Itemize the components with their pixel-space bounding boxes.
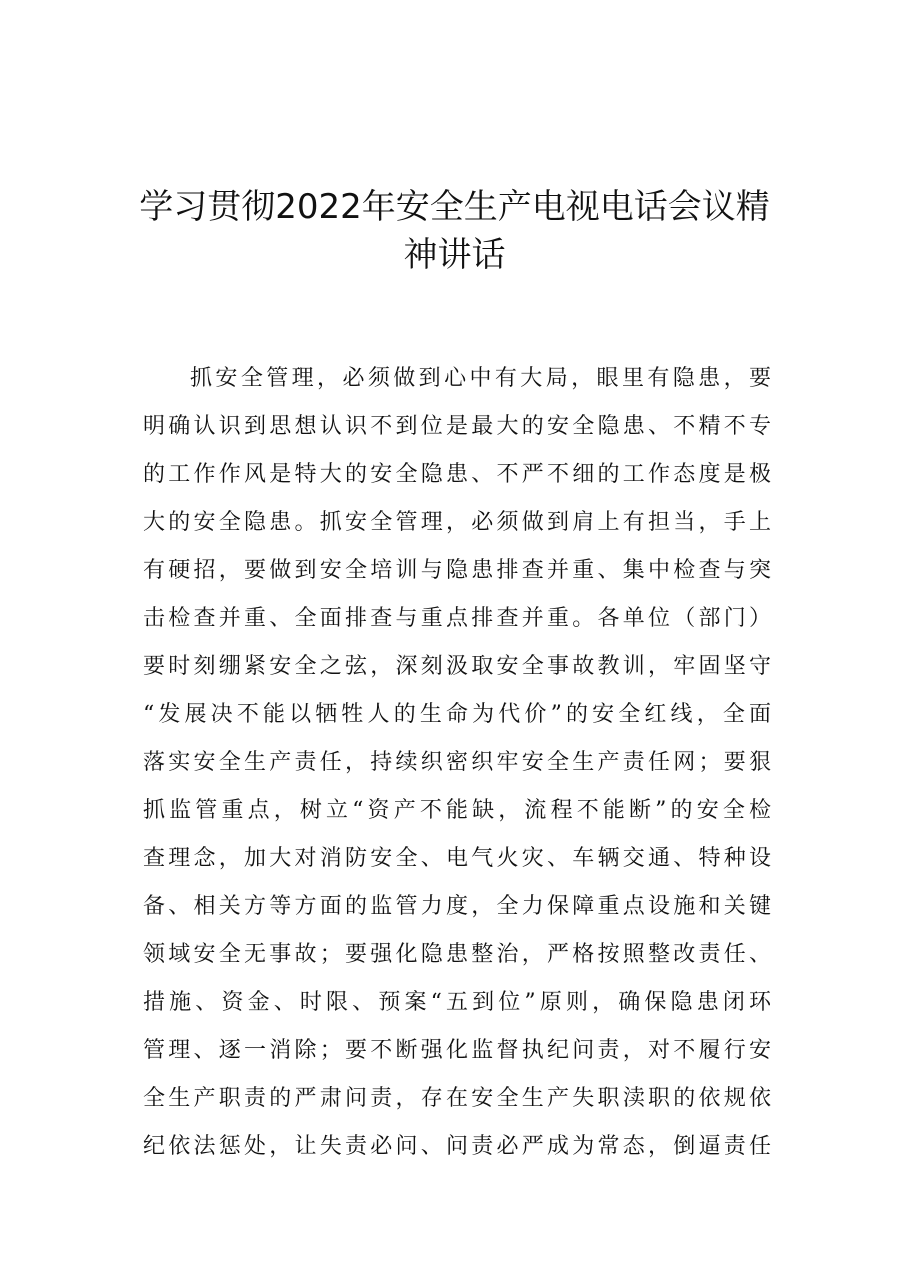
title-line-1: 学习贯彻2022年安全生产电视电话会议精 (139, 187, 770, 227)
body-line: 管理、逐一消除；要不断强化监督执纪问责，对不履行安 (143, 1038, 771, 1063)
body-text (143, 355, 771, 1171)
body-line: 抓安全管理，必须做到心中有大局，眼里有隐患，要 (190, 366, 771, 391)
body-line: 落实安全生产责任，持续织密织牢安全生产责任网；要狠 (143, 750, 771, 775)
body-line: 要时刻绷紧安全之弦，深刻汲取安全事故教训，牢固坚守 (143, 654, 771, 679)
body-line: 击检查并重、全面排查与重点排查并重。各单位（部门） (143, 606, 771, 631)
body-line: 大的安全隐患。抓安全管理，必须做到肩上有担当，手上 (143, 510, 771, 535)
body-line: 全生产职责的严肃问责，存在安全生产失职渎职的依规依 (143, 1086, 771, 1111)
body-line: 有硬招，要做到安全培训与隐患排查并重、集中检查与突 (143, 558, 771, 583)
body-line: 领域安全无事故；要强化隐患整治，严格按照整改责任、 (143, 942, 771, 967)
body-line: 纪依法惩处，让失责必问、问责必严成为常态，倒逼责任 (143, 1134, 771, 1159)
body-line: 的工作作风是特大的安全隐患、不严不细的工作态度是极 (143, 462, 771, 487)
body-line: 措施、资金、时限、预案“五到位”原则，确保隐患闭环 (143, 990, 771, 1015)
body-line: “发展决不能以牺牲人的生命为代价”的安全红线，全面 (143, 702, 771, 727)
body-line: 明确认识到思想认识不到位是最大的安全隐患、不精不专 (143, 414, 771, 439)
title-line-2: 神讲话 (403, 235, 506, 275)
body-line: 备、相关方等方面的监管力度，全力保障重点设施和关键 (143, 894, 771, 919)
body-line: 抓监管重点，树立“资产不能缺，流程不能断”的安全检 (143, 798, 771, 823)
body-line: 查理念，加大对消防安全、电气火灾、车辆交通、特种设 (143, 846, 771, 871)
document-title (120, 183, 789, 279)
